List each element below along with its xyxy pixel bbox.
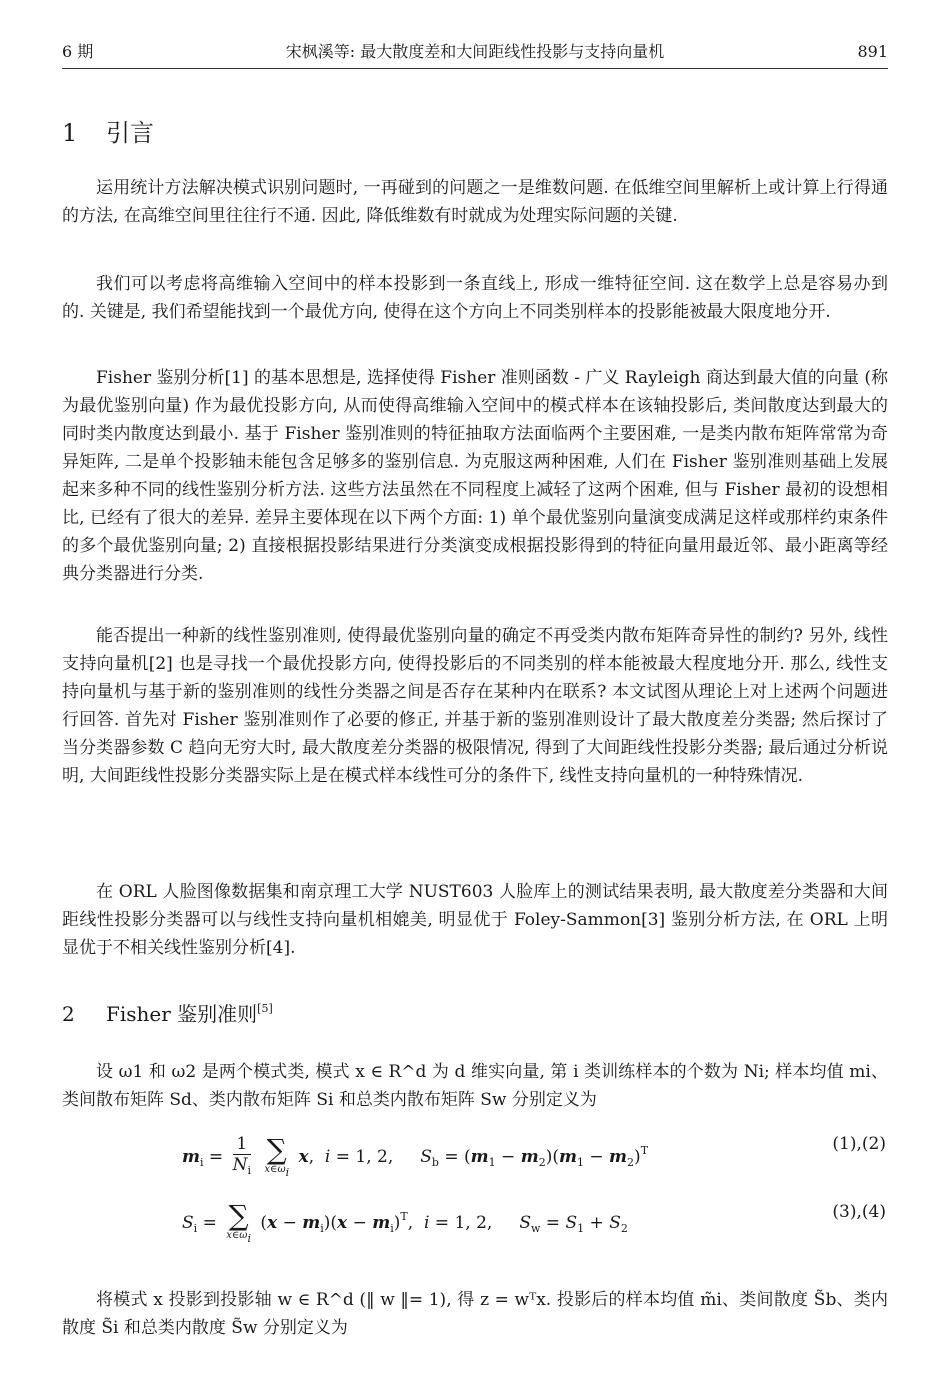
fisher-paragraph-1: 设 ω1 和 ω2 是两个模式类, 模式 x ∈ R^d 为 d 维实向量, 第 i 类训练样本的个数为 Ni; 样本均值 mi、类间散布矩阵 Sd、类内散布矩阵 Si 和总类内散布矩阵 Sw 分别定义为 [62,1062,888,1110]
equation-body: $S_i$ = ∑ x∈ωi $(x - m_i)(x - m_i)^T$, i = 1, 2, $S_w = S_1 + S_2$ [182,1199,628,1245]
running-head [62,40,888,64]
equation-1-2 [62,1128,888,1182]
intro-paragraph-3: Fisher 鉴别分析[1] 的基本思想是, 选择使得 Fisher 准则函数 - 广义 Rayleigh 商达到最大值的向量 (称为最优鉴别向量) 作为最优投影方向, 从而使得高维输入空间中的模式样本在该轴投影后, 类间散度达到最大的同时类内散度达到最小. 基于 Fisher 鉴别准则的特征抽取方法面临两个主要困难, 一是类内散布矩阵常常为奇异矩阵, 二是单个投影轴未能包含足够多的鉴别信息. 为克服这两种困难, 人们在 Fisher 鉴别准则基础上发展起来多种不同的线性鉴别分析方法. 这些方法虽然在不同程度上减轻了这两个困难, 但与 Fisher 最初的设想相比, 已经有了很大的差异. 差异主要体现在以下两个方面: 1) 单个最优鉴别向量演变成满足这样或那样约束条件的多个最优鉴别向量; 2) 直接根据投影结果进行分类演变成根据投影得到的特征向量用最近邻、最小距离等经典分类器进行分类. [62,368,888,584]
intro-paragraph-2: 我们可以考虑将高维输入空间中的样本投影到一条直线上, 形成一维特征空间. 这在数学上总是容易办到的. 关键是, 我们希望能找到一个最优方向, 使得在这个方向上不同类别样本的投影能被最大限度地分开. [62,274,888,322]
equation-3-4 [62,1196,888,1250]
equation-number: (3),(4) [832,1202,886,1222]
section-heading-fisher [62,994,273,1029]
equation-body: $m_i$ = $\frac{1}{N_i}$ ∑ x∈ωi x, i = 1, 2, $S_b = (m_1 - m_2)(m_1 - m_2)^T$ [182,1133,649,1179]
intro-paragraph-4: 能否提出一种新的线性鉴别准则, 使得最优鉴别向量的确定不再受类内散布矩阵奇异性的制约? 另外, 线性支持向量机[2] 也是寻找一个最优投影方向, 使得投影后的不同类别的样本能被最大程度地分开. 那么, 线性支持向量机与基于新的鉴别准则的线性分类器之间是否存在某种内在联系? 本文试图从理论上对上述两个问题进行回答. 首先对 Fisher 鉴别准则作了必要的修正, 并基于新的鉴别准则设计了最大散度差分类器; 然后探讨了当分类器参数 C 趋向无穷大时, 最大散度差分类器的极限情况, 得到了大间距线性投影分类器; 最后通过分析说明, 大间距线性投影分类器实际上是在模式样本线性可分的条件下, 线性支持向量机的一种特殊情况. [62,626,888,786]
running-title: 宋枫溪等: 最大散度差和大间距线性投影与支持向量机 [285,42,665,61]
issue-label: 6 期 [62,42,94,61]
intro-paragraph-1: 运用统计方法解决模式识别问题时, 一再碰到的问题之一是维数问题. 在低维空间里解析上或计算上行得通的方法, 在高维空间里往往行不通. 因此, 降低维数有时就成为处理实际问题的关键. [62,178,888,226]
section-number: 2 [62,1002,75,1026]
section-title: 引言 [106,119,154,147]
page-number: 891 [857,42,888,61]
section-number: 1 [62,119,78,147]
citation: [5] [257,1002,273,1015]
section-title: Fisher 鉴别准则 [106,1002,258,1026]
fisher-paragraph-2: 将模式 x 投影到投影轴 w ∈ R^d (‖ w ‖= 1), 得 z = wᵀx. 投影后的样本均值 m̃i、类间散度 S̃b、类内散度 S̃i 和总类内散度 S̃w 分别定义为 [62,1290,888,1338]
section-heading-introduction [62,118,154,148]
intro-paragraph-5: 在 ORL 人脸图像数据集和南京理工大学 NUST603 人脸库上的测试结果表明, 最大散度差分类器和大间距线性投影分类器可以与线性支持向量机相媲美, 明显优于 Foley-Sammon[3] 鉴别分析方法, 在 ORL 上明显优于不相关线性鉴别分析[4]. [62,882,888,958]
equation-number: (1),(2) [832,1134,886,1154]
header-rule [62,68,888,69]
